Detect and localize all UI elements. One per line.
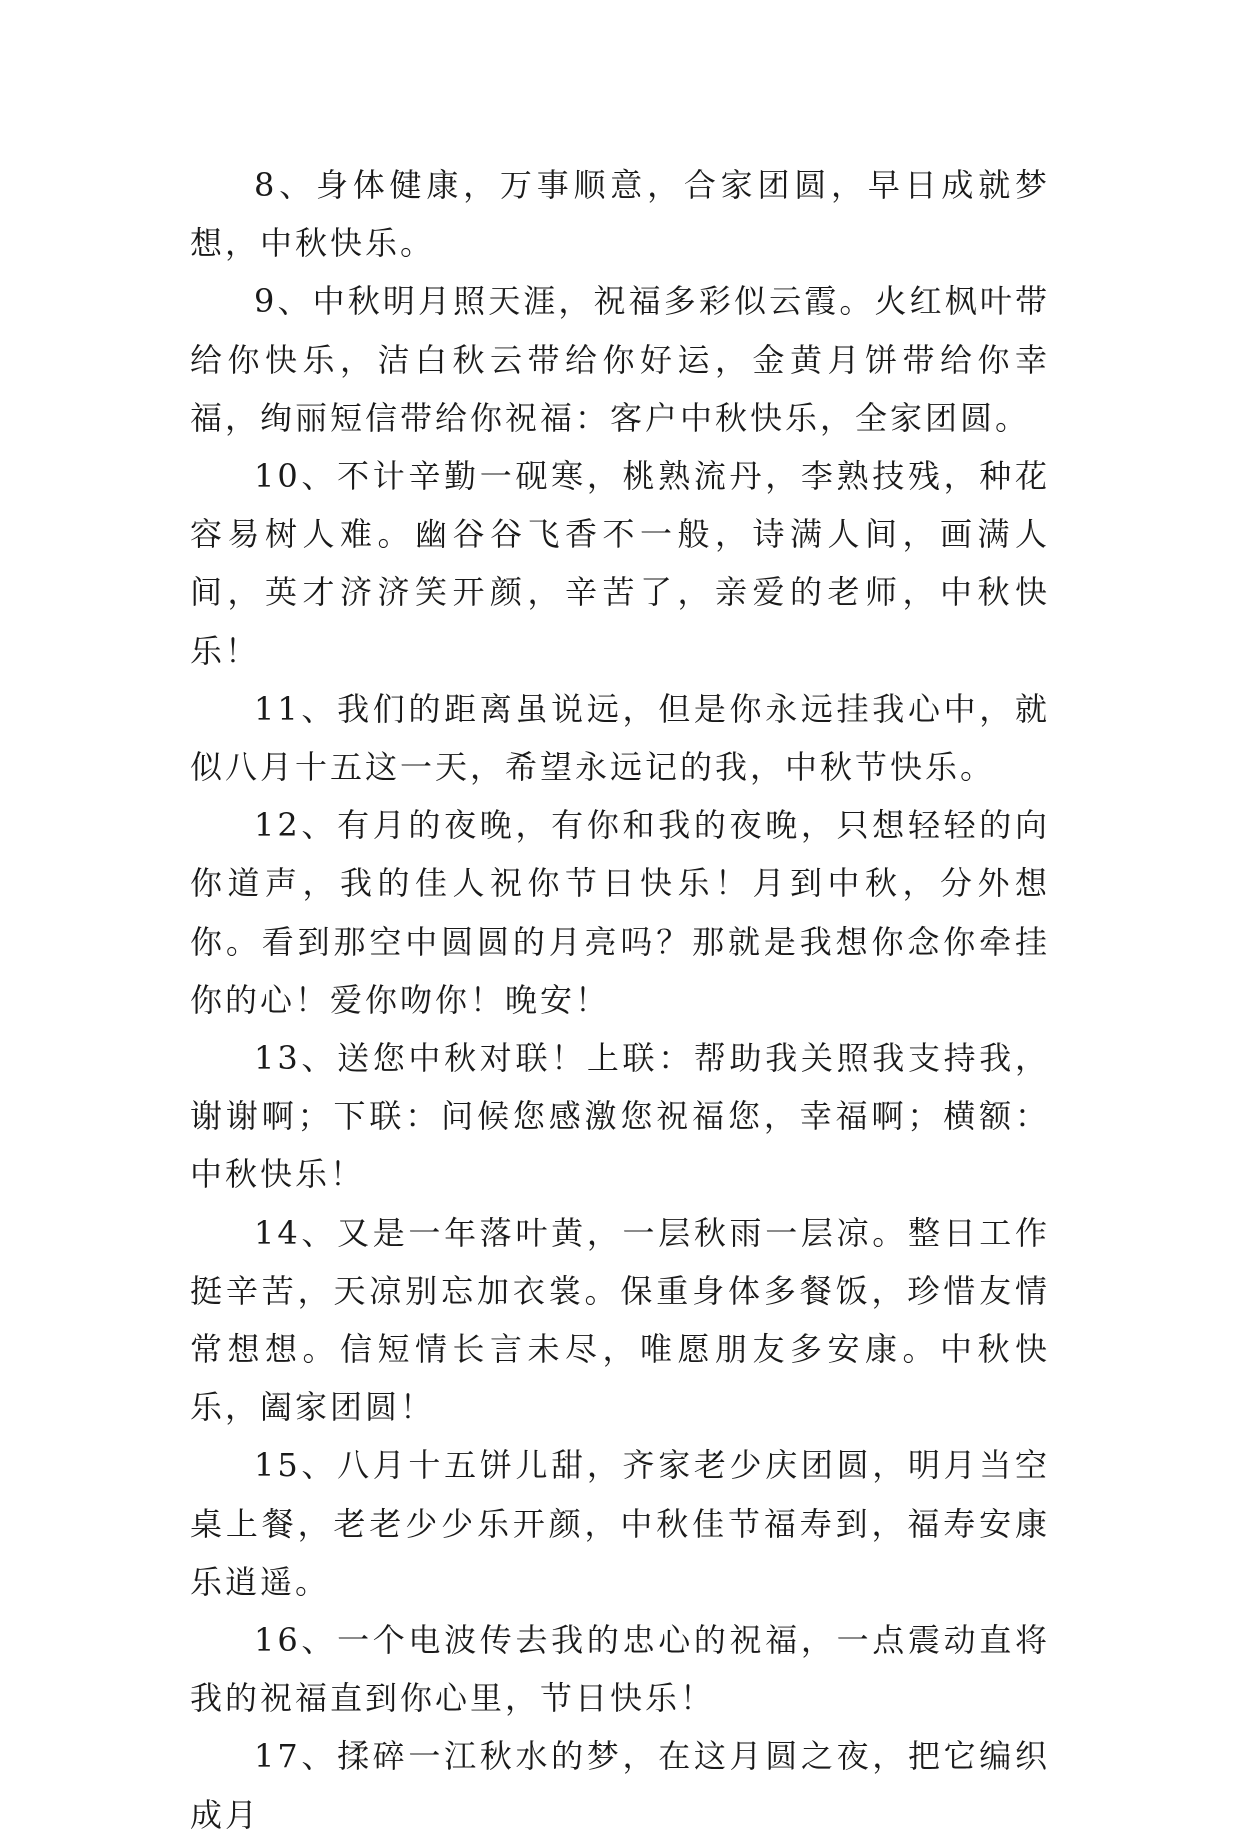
paragraph-13: 13、送您中秋对联！上联：帮助我关照我支持我，谢谢啊；下联：问候您感激您祝福您，幸福啊；横额：中秋快乐！ <box>190 1039 1050 1194</box>
paragraph-10: 10、不计辛勤一砚寒，桃熟流丹，李熟技残，种花容易树人难。幽谷谷飞香不一般，诗满人间，画满人间，英才济济笑开颜，辛苦了，亲爱的老师，中秋快乐！ <box>190 457 1050 670</box>
paragraph-14: 14、又是一年落叶黄，一层秋雨一层凉。整日工作挺辛苦，天凉别忘加衣裳。保重身体多餐饭，珍惜友情常想想。信短情长言未尽，唯愿朋友多安康。中秋快乐，阖家团圆！ <box>190 1213 1050 1427</box>
paragraph-12: 12、有月的夜晚，有你和我的夜晚，只想轻轻的向你道声，我的佳人祝你节日快乐！月到中秋，分外想你。看到那空中圆圆的月亮吗？那就是我想你念你牵挂你的心！爱你吻你！晚安！ <box>190 806 1050 1019</box>
paragraph-17: 17、揉碎一江秋水的梦，在这月圆之夜，把它编织成月 <box>190 1737 1050 1834</box>
paragraph-9: 9、中秋明月照天涯，祝福多彩似云霞。火红枫叶带给你快乐，洁白秋云带给你好运，金黄月饼带给你幸福，绚丽短信带给你祝福：客户中秋快乐，全家团圆。 <box>190 282 1050 437</box>
paragraph-16: 16、一个电波传去我的忠心的祝福，一点震动直将我的祝福直到你心里，节日快乐！ <box>190 1621 1050 1718</box>
paragraph-11: 11、我们的距离虽说远，但是你永远挂我心中，就似八月十五这一天，希望永远记的我，中秋节快乐。 <box>190 689 1050 787</box>
document-body <box>190 156 1050 1844</box>
paragraph-15: 15、八月十五饼儿甜，齐家老少庆团圆，明月当空桌上餐，老老少少乐开颜，中秋佳节福寿到，福寿安康乐逍遥。 <box>190 1446 1050 1601</box>
paragraph-8: 8、身体健康，万事顺意，合家团圆，早日成就梦想，中秋快乐。 <box>190 166 1050 263</box>
